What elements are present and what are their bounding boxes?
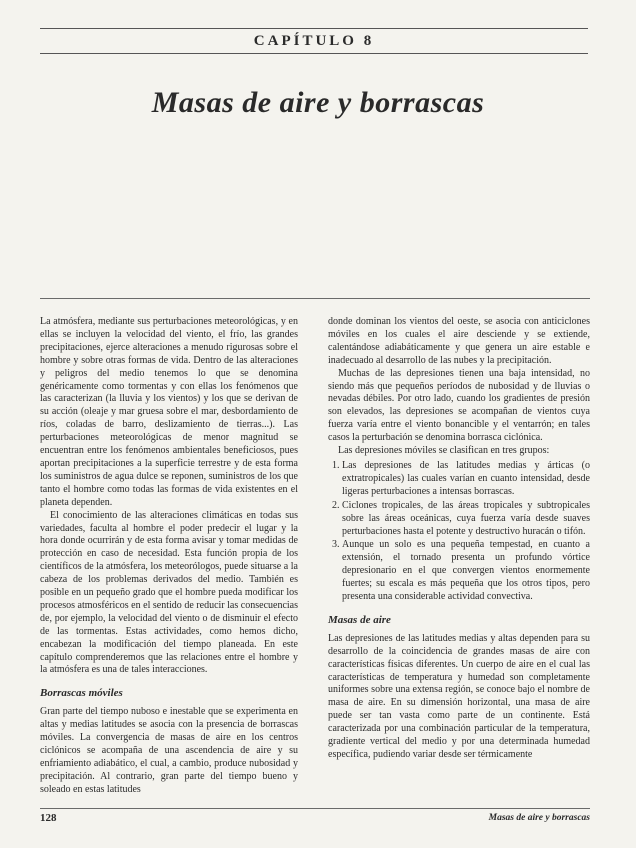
section-heading: Borrascas móviles (40, 687, 123, 700)
paragraph: Las depresiones de las latitudes medias y altas dependen para su desarrollo de la coincidencia de grandes masas de aire con características físicas diferentes. Un cuerpo de aire en el cual las características de temperatura y humedad son completamente uniformes sobre una extensa región, se conoce bajo el nombre de masa de aire. En su dimensión horizontal, una masa de aire puede ser tan vasta como parte de un continente. Está caracterizada por una combinación particular de la temperatura, gradiente vertical del medio y por una determinada humedad específica, pudiendo variar desde ser térmicamente (328, 632, 590, 760)
list-item: 1. Las depresiones de las latitudes medias y árticas (o extratropicales) las cuales varían en cuanto intensidad, desde ligeras perturbaciones a intensas borrascas. (342, 460, 590, 499)
paragraph: donde dominan los vientos del oeste, se asocia con anticiclones móviles en los cuales el aire desciende y se extiende, calentándose adiabáticamente y que genera un aire estable e inadecuado al desarrollo de las nubes y la precipitación. (328, 316, 590, 366)
chapter-title: Masas de aire y borrascas (151, 86, 485, 119)
paragraph: El conocimiento de las alteraciones climáticas en todas sus variedades, faculta al hombre el poder predecir el lugar y la hora donde ocurrirán y de esta forma avisar y tomar medidas de protección en caso de necesidad. Esta función propia de los científicos de la atmósfera, los meteorólogos, puede situarse a la cabeza de los problemas derivados del medio. También es posible en un pequeño grado que el hombre pueda modificar los procesos atmosféricos en el sentido de reducir las consecuencias de, por ejemplo, la velocidad del viento o de disminuir el efecto de las tormentas. Estas actividades, como hemos dicho, encabezan la modificación del tiempo planeada. En este capítulo comprenderemos que las relaciones entre el hombre y la atmósfera es una de tales interacciones. (40, 509, 298, 676)
classification-list (328, 460, 590, 604)
paragraph: Muchas de las depresiones tienen una baja intensidad, no siendo más que pequeños períodos de nubosidad y de lluvias o nevadas débiles. Por otro lado, cuando los gradientes de presión son elevados, las depresiones se acompañan de vientos cuya fuerza varía entre el viento bonancible y el ventarrón; en tales casos la perturbación se denomina borrasca ciclónica. (328, 367, 590, 444)
section-divider (40, 298, 590, 299)
paragraph: La atmósfera, mediante sus perturbaciones meteorológicas, y en ellas se incluyen la velocidad del viento, el frío, las grandes precipitaciones, ejerce alteraciones a menudo rigurosas sobre el hombre y sobre otras formas de vida. Dentro de las alteraciones y peligros del medio tenemos lo que se denomina genéricamente como tormentas y con ellas los fenómenos que las caracterizan (la lluvia y los vientos) y los que se derivan de su acción (oleaje y mar gruesa sobre el mar, desbordamiento de ríos, coladas de barro, deslizamiento de tierras...). Las perturbaciones meteorológicas de menor magnitud se encuentran entre los fenómenos ambientales beneficiosos, pues aportan precipitaciones a la superficie terrestre y de esta forma los suministros de agua dulce se reponen, suministros de los que tanto el hombre como todas las formas de vida existentes en el planeta dependen. (40, 316, 298, 508)
list-item: 2. Ciclones tropicales, de las áreas tropicales y subtropicales sobre las áreas oceánicas, cuya fuerza varía desde suaves perturbaciones hasta el potente y destructivo huracán o tifón. (342, 500, 590, 539)
section-heading: Masas de aire (328, 613, 391, 626)
right-column (328, 316, 590, 762)
chapter-label: CAPÍTULO 8 (253, 32, 375, 49)
running-head: Masas de aire y borrascas (488, 813, 590, 823)
paragraph: Gran parte del tiempo nuboso e inestable que se experimenta en altas y medias latitudes se asocia con la presencia de borrascas móviles. La convergencia de masas de aire en los centros ciclónicos se acompaña de una ascendencia de aire y su enfriamiento adiabático, el cual, a cambio, produce nubosidad y precipitación. Al contrario, gran parte del tiempo bueno y soleado en estas latitudes (40, 706, 298, 795)
list-item: 3. Aunque un solo es una pequeña tempestad, en cuanto a extensión, el tornado presenta un profundo vórtice depresionario en el que convergen vientos enormemente fuertes; su escala es más pequeña que los otros tipos, pero presenta una considerable actividad convectiva. (342, 539, 590, 604)
chapter-header (40, 28, 588, 54)
page-number: 128 (40, 812, 57, 824)
footer-divider (40, 808, 590, 809)
paragraph: Las depresiones móviles se clasifican en tres grupos: (338, 445, 550, 457)
left-column (40, 316, 298, 797)
